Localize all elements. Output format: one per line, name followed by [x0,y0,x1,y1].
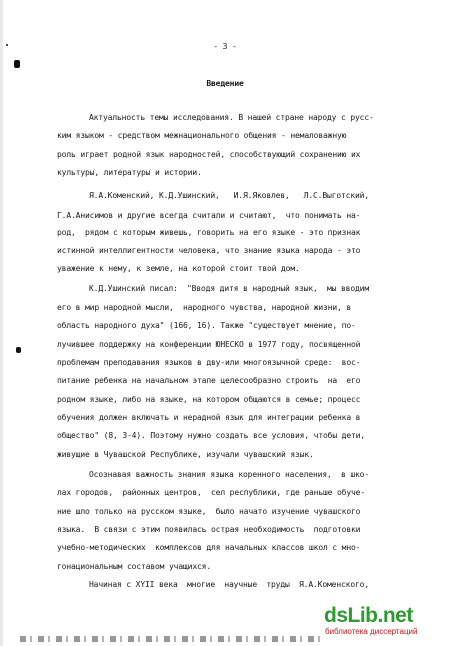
body-line: Актуальность темы исследования. В нашей стране народу с русс- [89,113,374,122]
scan-noise [20,636,320,642]
body-line: родном языке, либо на языке, на котором общаются в семье; процесс [57,395,361,404]
body-line: ким языком - средством межнационального общения - немаловажную [57,131,347,140]
body-line: уважение к нему, к земле, на которой стоит твой дом. [57,264,300,273]
body-line: Осознавая важность знания языка коренного населения, в шко- [89,470,369,479]
body-line: лучившее поддержку на конференции ЮНЕСКО в 1977 году, посвященной [57,340,361,349]
scan-speck [16,347,21,353]
body-line: роль играет родной язык народностей, способствующий сохранению их [57,150,361,159]
body-line: ние шло только на русском языке, было начато изучение чувашского [57,507,361,516]
body-line: учебно-методических комплексов для начальных классов школ с мно- [57,543,361,552]
body-line: область народного духа" (166, 16). Также "существует мнение, по- [57,321,356,330]
page-number: - 3 - [213,42,237,51]
body-line: живущие в Чувашской Республике, изучали чувашский язык. [57,450,314,459]
body-line: Я.А.Коменский, К.Д.Ушинский, И.Я.Яковлев, Л.С.Выготский, [89,191,369,200]
body-line: его в мир народной мысли, народного чувства, народной жизни, в [57,303,351,312]
body-line: обучения должен включать и нерадной язык для интеграции ребенка в [57,413,361,422]
body-line: общество" (8, 3-4). Поэтому нужно создать все условия, чтобы дети, [57,431,365,440]
body-line: культуры, литературы и истории. [57,168,202,177]
body-line: истинной интеллигентности человека, что знание языка народа - это [57,246,361,255]
body-line: Начиная с XYII века многие научные труды Я.А.Коменского, [89,580,369,589]
scan-edge [0,0,3,646]
body-line: род, рядом с которым живешь, говорить на его языке - это признак [57,228,361,237]
page-heading: Введение [206,79,244,88]
body-line: гонациональным составом учащихся. [57,562,211,571]
body-line: К.Д.Ушинский писал: "Вводя дитя в народный язык, мы вводим [89,284,369,293]
body-line: проблемам преподавания языков в дву-или многоязычной среде: вос- [57,358,361,367]
scan-speck [14,60,20,68]
watermark-logo: dsLib.net [324,604,413,627]
body-line: питание ребенка на начальном этапе целесообразно строить на его [57,376,361,385]
body-line: языка. В связи с этим появилась острая необходимость подготовки [57,525,361,534]
body-line: лах городов, районных центров, сел республики, где раньше обуче- [57,488,365,497]
watermark-subtitle: библиотека диссертаций [325,627,418,636]
body-line: Г.А.Анисимов и другие всегда считали и считают, что понимать на- [57,211,361,220]
watermark [324,604,442,638]
